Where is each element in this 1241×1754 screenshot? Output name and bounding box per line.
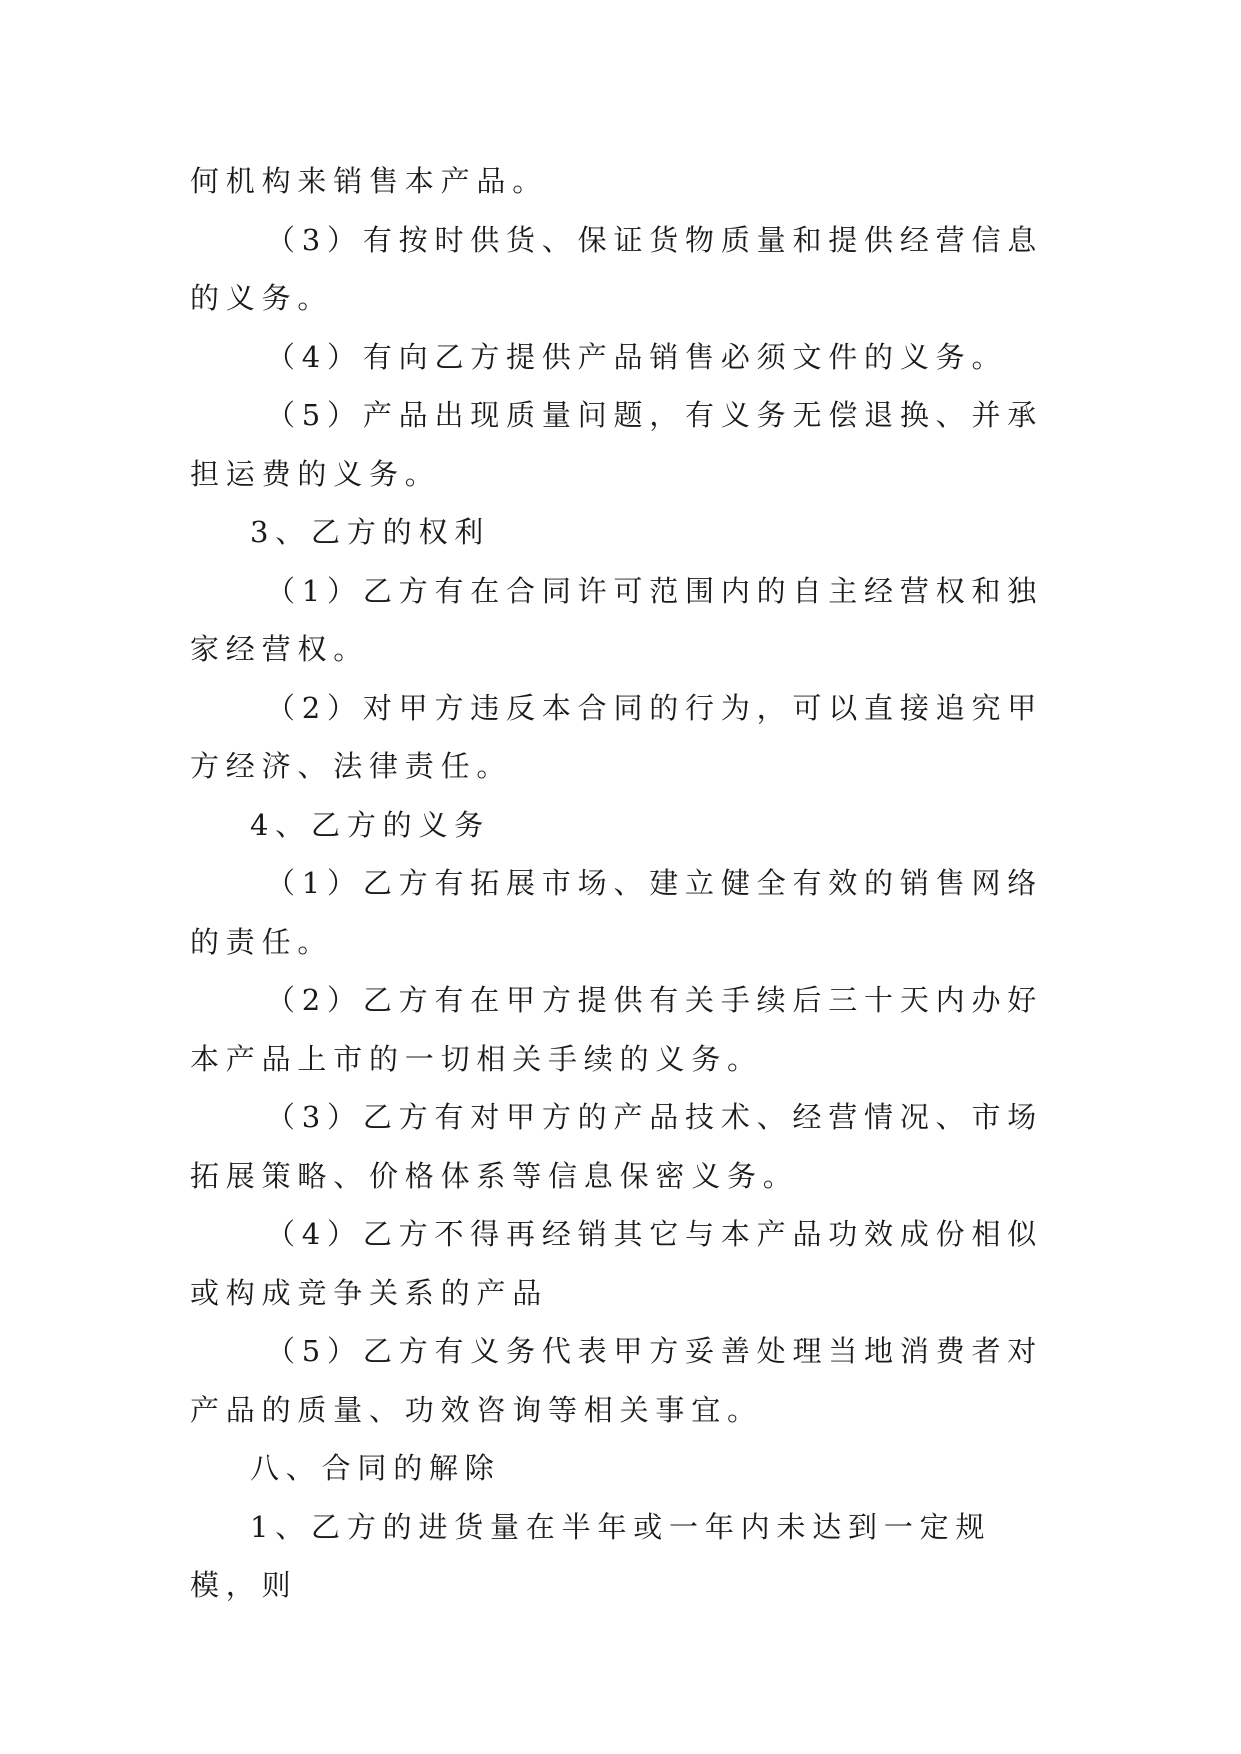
paragraph: （1）乙方有拓展市场、建立健全有效的销售网络的责任。 (190, 866, 1044, 959)
section-heading: 4、乙方的义务 (250, 807, 491, 842)
paragraph: （4）乙方不得再经销其它与本产品功效成份相似或构成竞争关系的产品 (190, 1217, 1044, 1310)
paragraph: （3）有按时供货、保证货物质量和提供经营信息的义务。 (190, 222, 1044, 315)
section-heading: 八、合同的解除 (250, 1451, 501, 1485)
section-heading: 3、乙方的权利 (250, 515, 491, 549)
paragraph: （4）有向乙方提供产品销售必须文件的义务。 (266, 339, 1008, 374)
paragraph: （5）乙方有义务代表甲方妥善处理当地消费者对产品的质量、功效咨询等相关事宜。 (190, 1334, 1044, 1427)
paragraph: （1）乙方有在合同许可范围内的自主经营权和独家经营权。 (190, 573, 1044, 666)
paragraph: （2）对甲方违反本合同的行为，可以直接追究甲方经济、法律责任。 (190, 690, 1044, 783)
paragraph: （5）产品出现质量问题，有义务无偿退换、并承担运费的义务。 (190, 398, 1044, 491)
document-body (190, 152, 1050, 1615)
paragraph: 何机构来销售本产品。 (190, 164, 549, 198)
paragraph: （3）乙方有对甲方的产品技术、经营情况、市场拓展策略、价格体系等信息保密义务。 (190, 1100, 1044, 1193)
paragraph: 1、乙方的进货量在半年或一年内未达到一定规模，则 (190, 1509, 992, 1602)
paragraph: （2）乙方有在甲方提供有关手续后三十天内办好本产品上市的一切相关手续的义务。 (190, 983, 1044, 1076)
